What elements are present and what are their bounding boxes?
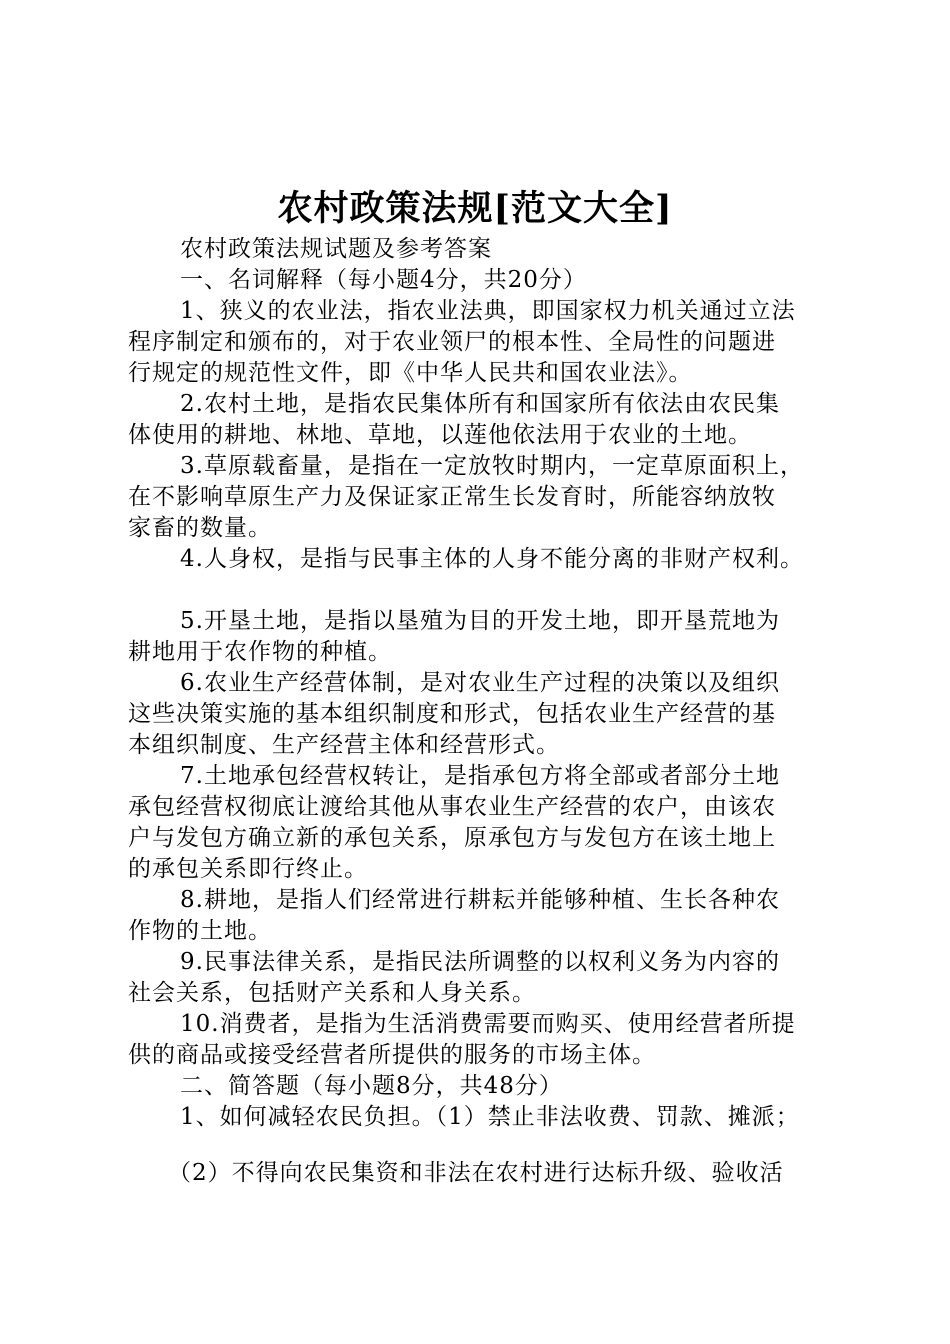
- paragraph-line: 社会关系，包括财产关系和人身关系。: [128, 980, 536, 1006]
- paragraph-line: 4.人身权，是指与民事主体的人身不能分离的非财产权利。: [180, 546, 804, 572]
- paragraph-line: 7.土地承包经营权转让，是指承包方将全部或者部分土地: [180, 763, 780, 789]
- paragraph-line: 户与发包方确立新的承包关系，原承包方与发包方在该土地上: [128, 825, 776, 851]
- paragraph-line: 2.农村土地，是指农民集体所有和国家所有依法由农民集: [180, 391, 780, 417]
- paragraph-line: 5.开垦土地，是指以垦殖为目的开发土地，即开垦荒地为: [180, 608, 780, 634]
- paragraph-line: 在不影响草原生产力及保证家正常生长发育时，所能容纳放牧: [128, 484, 776, 510]
- paragraph-line: 3.草原载畜量，是指在一定放牧时期内，一定草原面积上，: [180, 453, 804, 479]
- document-title: 农村政策法规[范文大全]: [277, 188, 673, 229]
- paragraph-line: 供的商品或接受经营者所提供的服务的市场主体。: [128, 1042, 656, 1068]
- paragraph-line: 10.消费者，是指为生活消费需要而购买、使用经营者所提: [180, 1011, 796, 1037]
- paragraph-line: 1、如何减轻农民负担。（1）禁止非法收费、罚款、摊派；: [180, 1104, 800, 1130]
- paragraph-line: （2）不得向农民集资和非法在农村进行达标升级、验收活: [168, 1160, 784, 1186]
- paragraph-line: 8.耕地，是指人们经常进行耕耘并能够种植、生长各种农: [180, 887, 780, 913]
- paragraph-line: 1、狭义的农业法，指农业法典，即国家权力机关通过立法: [180, 298, 796, 324]
- paragraph-line: 9.民事法律关系，是指民法所调整的以权利义务为内容的: [180, 949, 780, 975]
- paragraph-line: 家畜的数量。: [128, 515, 272, 541]
- document-body: [128, 234, 838, 1189]
- paragraph-line: 行规定的规范性文件，即《中华人民共和国农业法》。: [128, 360, 693, 386]
- paragraph-line: 承包经营权彻底让渡给其他从事农业生产经营的农户，由该农: [128, 794, 776, 820]
- paragraph-line: 这些决策实施的基本组织制度和形式，包括农业生产经营的基: [128, 701, 776, 727]
- paragraph-line: 6.农业生产经营体制，是对农业生产过程的决策以及组织: [180, 670, 780, 696]
- subtitle-line: 农村政策法规试题及参考答案: [180, 236, 492, 262]
- blank-line: [128, 575, 838, 606]
- section-heading-2: 二、简答题（每小题8分，共48分）: [180, 1073, 563, 1099]
- paragraph-line: 本组织制度、生产经营主体和经营形式。: [128, 732, 560, 758]
- section-heading-1: 一、名词解释（每小题4分，共20分）: [180, 267, 587, 293]
- blank-line: [128, 1133, 838, 1158]
- paragraph-line: 作物的土地。: [128, 918, 272, 944]
- paragraph-line: 耕地用于农作物的种植。: [128, 639, 392, 665]
- paragraph-line: 程序制定和颁布的，对于农业领尸的根本性、全局性的问题进: [128, 329, 776, 355]
- paragraph-line: 体使用的耕地、林地、草地，以莲他依法用于农业的土地。: [128, 422, 752, 448]
- paragraph-line: 的承包关系即行终止。: [128, 856, 368, 882]
